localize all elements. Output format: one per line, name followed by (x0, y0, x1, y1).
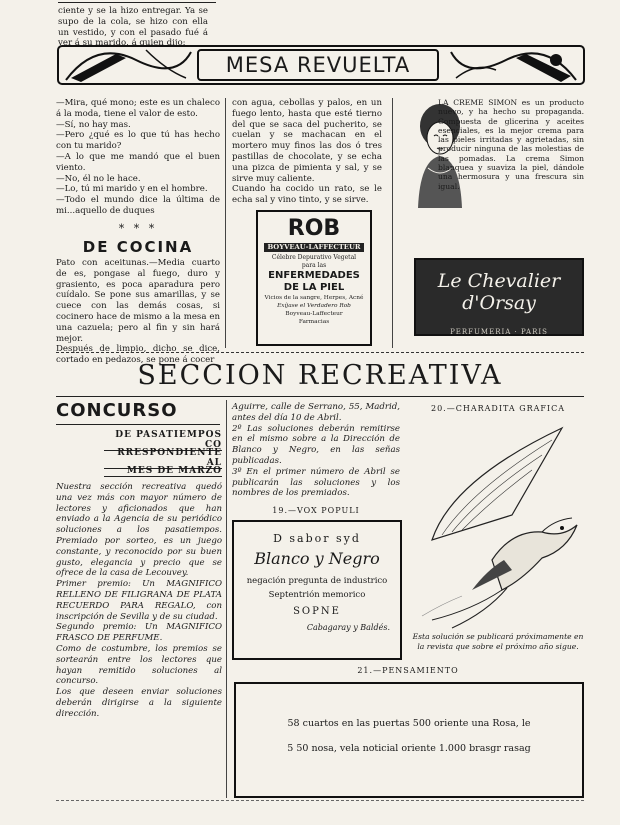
rob-line9: Farmacias (298, 319, 330, 325)
pensamiento-label: 21.—PENSAMIENTO (357, 666, 459, 675)
vox-l2: Blanco y Negro (254, 549, 380, 568)
rob-title: ROB (287, 216, 341, 241)
section-rule-top (56, 352, 584, 353)
vox-box (232, 520, 402, 660)
vox-l3: negación pregunta de industrico (246, 576, 388, 586)
rob-line2: Célebre Depurativo Vegetal (271, 254, 357, 261)
rob-ad (256, 210, 372, 346)
intro-text: ciente y se la hizo entregar. Ya se supo de la cola, se hizo con ella un vestido, y con el pasado fué á ver á su marido, á quien dijo: (58, 6, 208, 49)
rob-line5: DE LA PIEL (283, 282, 345, 293)
pensamiento-row2: 5 50 nosa, vela noticial oriente 1.000 brasgr rasag (287, 743, 531, 754)
vox-l6: Cabagaray y Baldés. (306, 623, 390, 632)
col-divider-3 (226, 400, 227, 798)
vox-l4: Septentrión memorico (268, 590, 366, 600)
bottom-rule (56, 800, 584, 801)
header-title: MESA REVUELTA (225, 53, 411, 77)
cocina-heading: DE COCINA (82, 238, 194, 256)
chevalier-title: Le Chevalier d'Orsay (437, 270, 561, 314)
concurso-sub2: RRESPONDIENTE AL (104, 448, 222, 469)
rob-line4: ENFERMEDADES (268, 270, 360, 281)
col1-text (56, 98, 220, 220)
charada-label: 20.—CHARADITA GRAFICA (431, 404, 565, 413)
concurso-sub3: MES DE MARZO (104, 466, 222, 477)
rob-line8: Boyveau-Laffecteur (285, 311, 343, 317)
pensamiento-row1: 58 cuartos en las puertas 500 oriente una Rosa, le (287, 718, 531, 729)
rob-line1: BOYVEAU-LAFFECTEUR (264, 243, 364, 252)
section-title: SECCION RECREATIVA (137, 360, 503, 391)
col2-text: con agua, cebollas y palos, en un fuego lento, hasta que esté tierno del que se saca del pucherito, se cuelan y se machacan en el mortero muy finos las dos ó tres pastillas de chocolate, y se echa una pizca de pimienta y sal, y se sirve muy caliente. Cuando ha cocido un rato, se le echa sal y vino tinto, y se sirve. (232, 98, 382, 206)
creme-simon-text: LA CREME SIMON es un producto nuevo, y ha hecho su propaganda. Compuesta de glicerina y aceites esenciales, es la mejor crema para las pieles irritadas y agrietadas, sin producir ninguna de las molestias de las pomadas. La crema Simon blanquea y suaviza la piel, dándole una hermosura y una frescura sin igual. (438, 98, 584, 191)
vox-label: 19.—VOX POPULI (272, 506, 360, 515)
pensamiento-box (234, 682, 584, 798)
rob-line3: para las (301, 262, 327, 269)
top-rule (58, 2, 216, 3)
col-divider-2 (392, 98, 393, 348)
section-rule-bottom (56, 396, 584, 397)
bird-illustration (412, 420, 588, 630)
vox-l5: SOPNE (293, 606, 341, 617)
concurso-rule (56, 424, 220, 425)
concurso-body: Nuestra sección recreativa quedó una vez más con mayor número de lectores y aficionados que han enviado a la Agencia de su periódico soluciones a los pasatiempos. Premiado por sorteo, es un juego constante, y reconocido por su buen gusto, elegancia y precio que se ofrece de la casa de Lecouvey. Primer premio: Un MAGNIFICO RELLENO DE FILIGRANA DE PLATA RECUERDO PARA REGALO, con inscripción de Sevilla y de su ciudad. Segundo premio: Un MAGNIFICO FRASCO DE PERFUME. Como de costumbre, los premios se sortearán entre los lectores que hayan remitido soluciones al concurso. Los que deseen enviar soluciones deberán dirigirse a la siguiente dirección. (56, 482, 222, 719)
charada-caption: Esta solución se publicará próximamente en la revista que sobre el próximo año sigue. (412, 632, 584, 651)
concurso-sub1: DE PASATIEMPOS CO (104, 430, 222, 451)
chevalier-subtitle: PERFUMERIA · PARIS (450, 328, 548, 336)
col1-dialogue: —Mira, qué mono; este es un chaleco á la moda, tiene el valor de esto. —Sí, no hay mas. —Pero ¿qué es lo que tú has hecho con tu marido? —A lo que me mandó que el buen viento. —No, él no le hace. —Lo, tú mi marido y en el hombre. —Todo el mundo dice la última de mi...aquello de duques (56, 98, 220, 216)
concurso-title: CONCURSO (56, 400, 178, 421)
stars-divider: * * * (118, 222, 158, 235)
col-divider-1 (225, 98, 226, 348)
rob-line7: Exíjase el Verdadero Rob (277, 303, 351, 309)
concurso-right-body: Aguirre, calle de Serrano, 55, Madrid, antes del día 10 de Abril. 2º Las soluciones deberán remitirse en el mismo sobre a la Dirección de Blanco y Negro, en las señas publicadas. 3º En el primer número de Abril se publicarán las soluciones y los nombres de los premiados. (232, 402, 400, 499)
chevalier-ad (414, 258, 584, 336)
vox-l1: D sabor syd (273, 532, 361, 545)
rob-line6: Vicios de la sangre, Herpes, Acné (264, 295, 364, 301)
cocina-recipe: Pato con aceitunas.—Media cuarto de es, pongase al fuego, duro y grasiento, es poca aparadura pero cuídalo. Se pone sus amarillas, y se cuece con las demás cosas, si cocinero hace de mismo a la mesa en una cazuela; pero al fin y sin hará mejor. Después de limpio, dicho se dice, cortado en pedazos, se pone á cocer (56, 258, 220, 366)
